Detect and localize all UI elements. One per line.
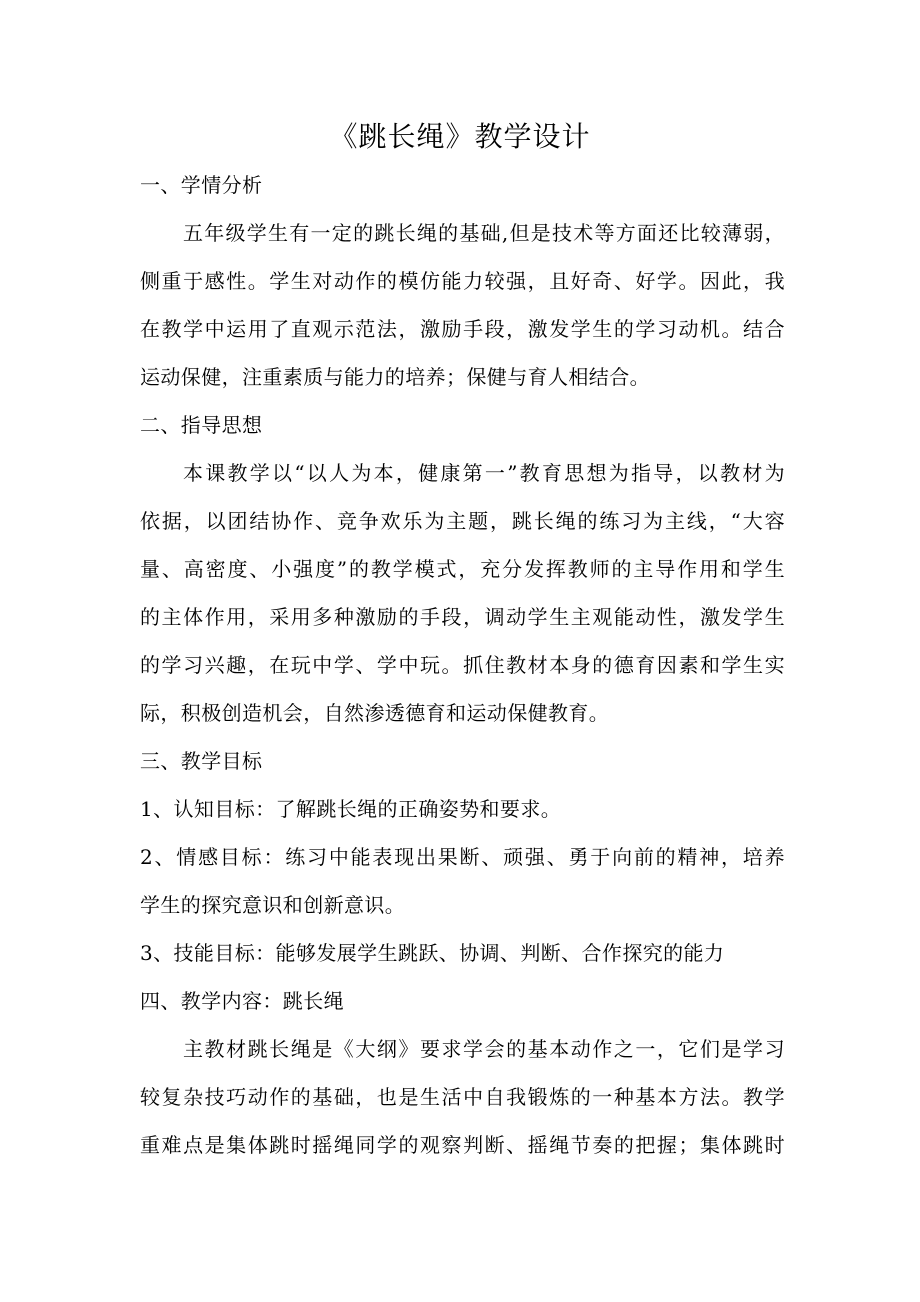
paragraph-line: 重难点是集体跳时摇绳同学的观察判断、摇绳节奏的把握；集体跳时 [140, 1133, 785, 1157]
objective-line: 2、情感目标：练习中能表现出果断、顽强、勇于向前的精神，培养 [140, 845, 785, 869]
paragraph-line: 运动保健，注重素质与能力的培养；保健与育人相结合。 [140, 365, 650, 389]
objective-line: 学生的探究意识和创新意识。 [140, 893, 406, 917]
paragraph-line: 量、高密度、小强度”的教学模式，充分发挥教师的主导作用和学生 [140, 557, 785, 581]
objective-line: 3、技能目标：能够发展学生跳跃、协调、判断、合作探究的能力 [140, 941, 725, 965]
paragraph-line: 的学习兴趣，在玩中学、学中玩。抓住教材本身的德育因素和学生实 [140, 653, 785, 677]
section-heading: 四、教学内容：跳长绳 [140, 989, 344, 1013]
paragraph-line: 较复杂技巧动作的基础，也是生活中自我锻炼的一种基本方法。教学 [140, 1085, 785, 1109]
paragraph-line: 际，积极创造机会，自然渗透德育和运动保健教育。 [140, 701, 610, 725]
document-title: 《跳长绳》教学设计 [329, 120, 591, 153]
paragraph-line: 侧重于感性。学生对动作的模仿能力较强，且好奇、好学。因此，我 [140, 269, 785, 293]
paragraph-line: 在教学中运用了直观示范法，激励手段，激发学生的学习动机。结合 [140, 317, 785, 341]
paragraph-line: 五年级学生有一定的跳长绳的基础,但是技术等方面还比较薄弱， [183, 221, 785, 245]
section-heading: 二、指导思想 [140, 413, 263, 437]
section-heading: 一、学情分析 [140, 173, 263, 197]
paragraph-line: 主教材跳长绳是《大纲》要求学会的基本动作之一，它们是学习 [183, 1037, 785, 1061]
objective-line: 1、认知目标：了解跳长绳的正确姿势和要求。 [140, 797, 562, 821]
paragraph-line: 本课教学以“以人为本，健康第一”教育思想为指导，以教材为 [183, 461, 785, 485]
paragraph-line: 的主体作用，采用多种激励的手段，调动学生主观能动性，激发学生 [140, 605, 785, 629]
section-heading: 三、教学目标 [140, 749, 263, 773]
paragraph-line: 依据，以团结协作、竞争欢乐为主题，跳长绳的练习为主线，“大容 [140, 509, 785, 533]
